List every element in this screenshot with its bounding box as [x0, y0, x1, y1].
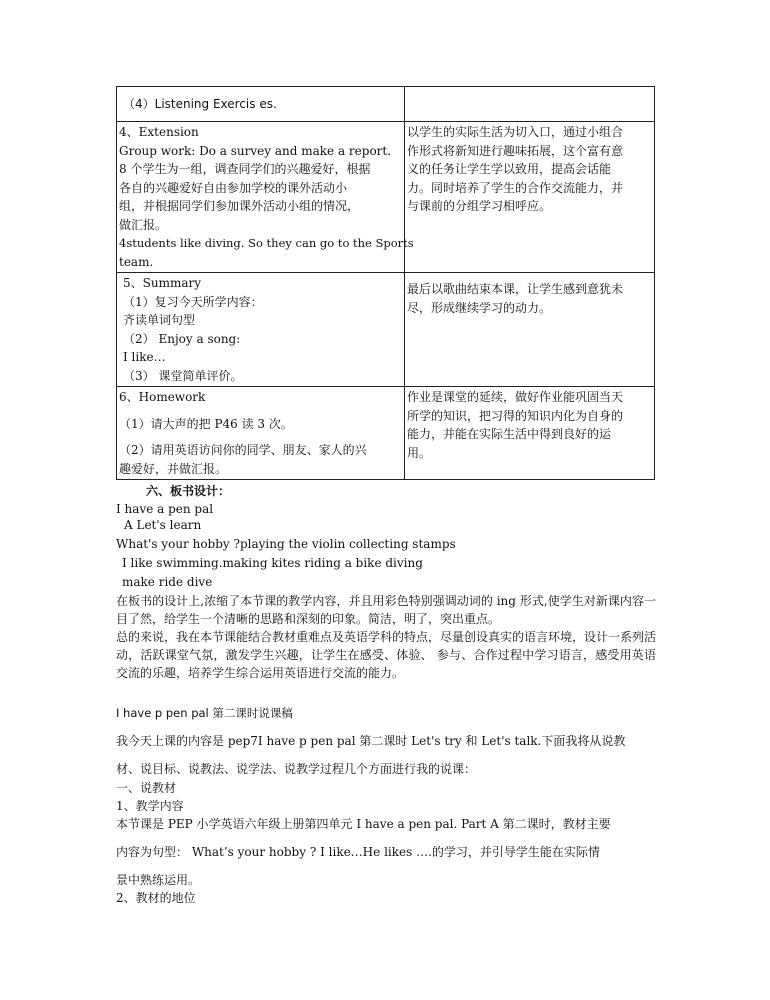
- table-cell: [117, 87, 405, 122]
- homework-line: （2）请用英语访问你的同学、朋友、家人的兴: [119, 443, 367, 457]
- extension-note-line: 以学生的实际生活为切入口，通过小组合: [407, 125, 624, 139]
- table-row: [117, 87, 655, 122]
- summary-line: （3） 课堂简单评价。: [123, 368, 243, 383]
- extension-line: 各自的兴趣爱好自由参加学校的课外活动小: [119, 180, 348, 195]
- board-line: A Let's learn: [124, 518, 202, 532]
- extension-line: team.: [119, 254, 154, 269]
- subsection-heading: 2、教材的地位: [116, 891, 196, 905]
- intro-line: 材、说目标、说教法、说学法、说教学过程几个方面进行我的说课：: [116, 762, 477, 776]
- board-line: I like swimming.making kites riding a bike diving: [122, 556, 423, 570]
- listening-label: （4）Listening Exercis es.: [123, 96, 277, 111]
- homework-note-line: 作业是课堂的延续，做好作业能巩固当天: [407, 390, 624, 404]
- board-line: What's your hobby ?playing the violin collecting stamps: [116, 537, 456, 551]
- homework-note-line: 所学的知识，把习得的知识内化为自身的: [407, 408, 624, 423]
- table-row: [117, 387, 655, 480]
- content-line: 内容为句型： What’s your hobby ? I like…He likes ….的学习，并引导学生能在实际情: [116, 845, 600, 859]
- table-row: [117, 122, 655, 273]
- table-cell: [405, 87, 655, 122]
- board-line: make ride dive: [122, 575, 213, 589]
- extension-line: 做汇报。: [119, 217, 168, 232]
- section-heading: 一、说教材: [116, 781, 177, 795]
- summary-note-line: 最后以歌曲结束本课，让学生感到意犹未: [407, 282, 624, 296]
- summary-heading: 5、Summary: [123, 276, 202, 290]
- second-lesson-title: I have p pen pal 第二课时说课稿: [116, 706, 293, 720]
- board-heading: 六、板书设计：: [146, 484, 231, 498]
- extension-line: 4students like diving. So they can go to the Sports: [119, 236, 414, 250]
- summary-line: （2） Enjoy a song:: [123, 331, 241, 346]
- summary-line: I like…: [123, 350, 166, 364]
- table-cell: [117, 273, 405, 387]
- summary-paragraph: 总的来说，我在本节课能结合教材重难点及英语学科的特点，尽量创设真实的语言环境，设计一系列活动，活跃课堂气氛，激发学生兴趣，让学生在感受、体验、 参与、合作过程中学习语言，感受用英语交流的乐趣，培养学生综合运用英语进行交流的能力。: [116, 630, 657, 680]
- table-row: [117, 273, 655, 387]
- homework-note-line: 用。: [407, 445, 432, 460]
- summary-line: 齐读单词句型: [123, 313, 196, 327]
- extension-line: 8 个学生为一组，调查同学们的兴趣爱好，根据: [119, 162, 371, 176]
- extension-heading: 4、Extension: [119, 125, 199, 139]
- summary-note-line: 尽，形成继续学习的动力。: [407, 300, 552, 315]
- extension-note-line: 与课前的分组学习相呼应。: [407, 199, 552, 213]
- subsection-heading: 1、教学内容: [116, 799, 184, 813]
- homework-heading: 6、Homework: [119, 390, 206, 404]
- content-line: 景中熟练运用。: [116, 873, 201, 887]
- board-line: I have a pen pal: [116, 502, 214, 516]
- extension-line: 组，并根据同学们参加课外活动小组的情况，: [119, 199, 360, 213]
- content-line: 本节课是 PEP 小学英语六年级上册第四单元 I have a pen pal. Part A 第二课时，教材主要: [116, 817, 611, 831]
- extension-note-line: 义的任务让学生学以致用，提高会话能: [407, 162, 612, 176]
- summary-line: （1）复习今天所学内容：: [123, 294, 263, 309]
- extension-line: Group work: Do a survey and make a report.: [119, 143, 392, 158]
- extension-note-line: 作形式将新知进行趣味拓展，这个富有意: [407, 143, 624, 158]
- table-cell: [405, 273, 655, 387]
- homework-line: 趣爱好，并做汇报。: [119, 461, 228, 476]
- extension-note-line: 力。同时培养了学生的合作交流能力，并: [407, 180, 624, 195]
- homework-note-line: 能力，并能在实际生活中得到良好的运: [407, 427, 612, 441]
- table-cell: [405, 122, 655, 273]
- lesson-plan-table: [116, 86, 655, 480]
- table-cell: [117, 122, 414, 273]
- table-cell: [117, 387, 405, 480]
- intro-line: 我今天上课的内容是 pep7I have p pen pal 第二课时 Let's try 和 Let's talk.下面我将从说教: [116, 734, 626, 748]
- table-cell: [405, 387, 655, 480]
- design-paragraph: 在板书的设计上,浓缩了本节课的教学内容，并且用彩色特别强调动词的 ing 形式,使学生对新课内容一目了然，给学生一个清晰的思路和深刻的印象。简洁，明了，突出重点。: [116, 594, 656, 626]
- homework-line: （1）请大声的把 P46 读 3 次。: [119, 416, 293, 431]
